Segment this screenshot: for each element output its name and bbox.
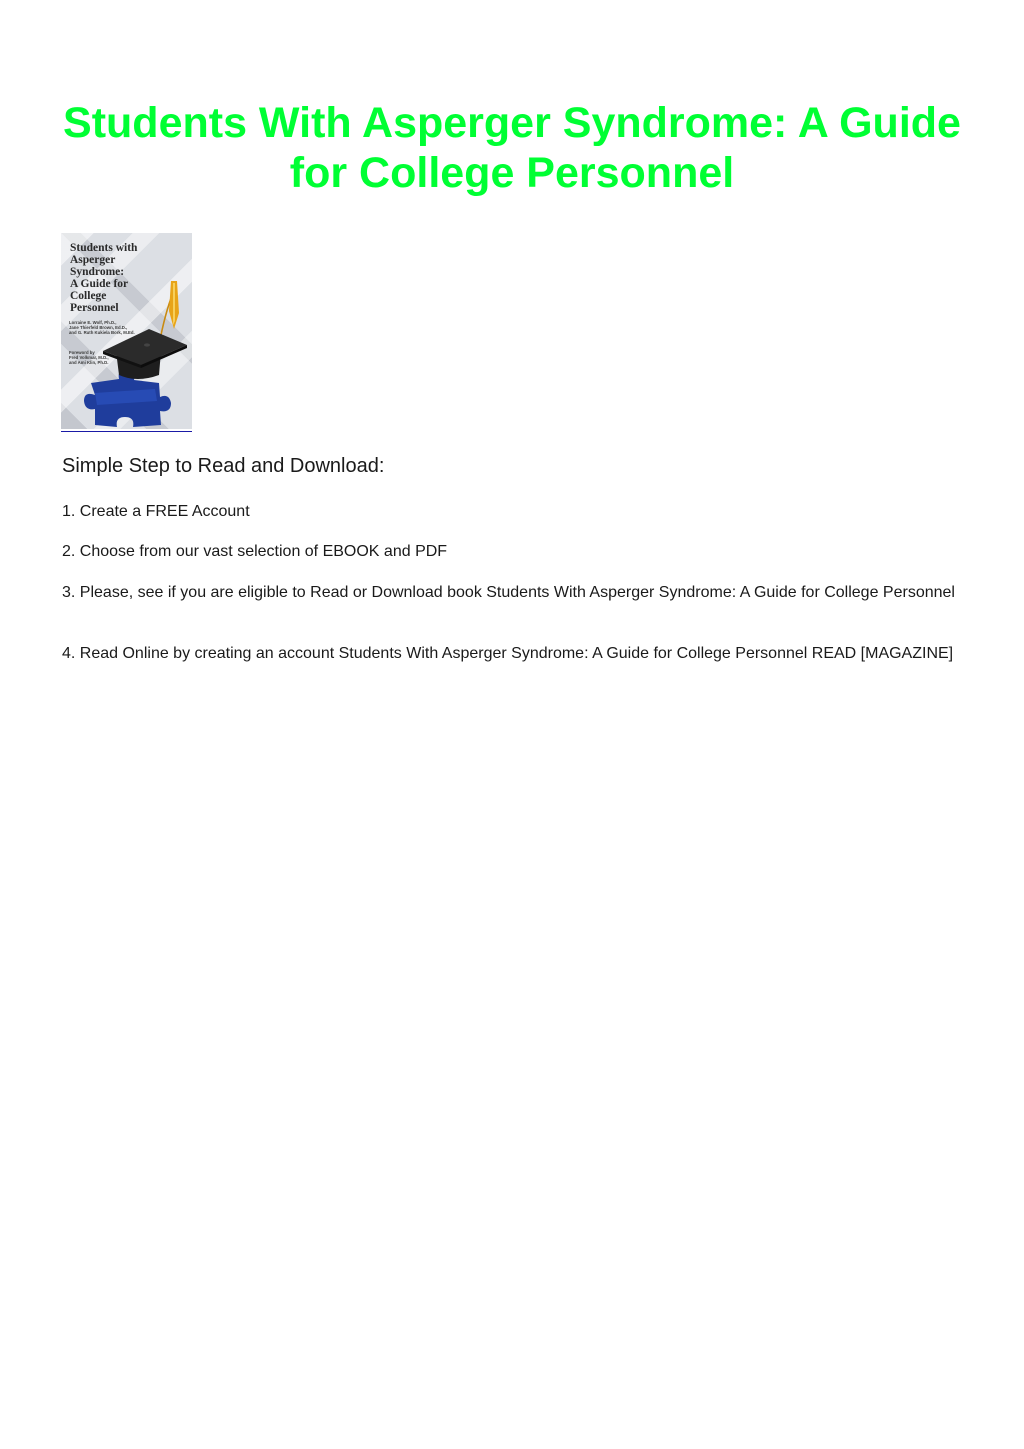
cover-title: Students with Asperger Syndrome: A Guide for College Personnel	[70, 242, 138, 314]
step-3: 3. Please, see if you are eligible to Read or Download book Students With Asperger Syndrome: A Guide for College Personnel	[62, 584, 955, 601]
steps-heading: Simple Step to Read and Download:	[62, 455, 385, 477]
step-2: 2. Choose from our vast selection of EBOOK and PDF	[62, 543, 448, 560]
page-title: Students With Asperger Syndrome: A Guide for College Personnel	[63, 99, 961, 197]
book-cover-image	[61, 233, 192, 429]
step-1: 1. Create a FREE Account	[62, 503, 250, 520]
step-4: 4. Read Online by creating an account Students With Asperger Syndrome: A Guide for College Personnel READ [MAGAZINE]	[62, 645, 954, 662]
book-cover-link[interactable]	[61, 233, 192, 432]
cover-authors: Lorraine E. Wolf, Ph.D., Jane Thierfeld Brown, Ed.D., and G. Ruth Kukiela Bork, M.Ed.	[69, 320, 135, 336]
cover-foreword: Foreword by Fred Volkmar, M.D., and Ami Klin, Ph.D.	[69, 350, 109, 366]
